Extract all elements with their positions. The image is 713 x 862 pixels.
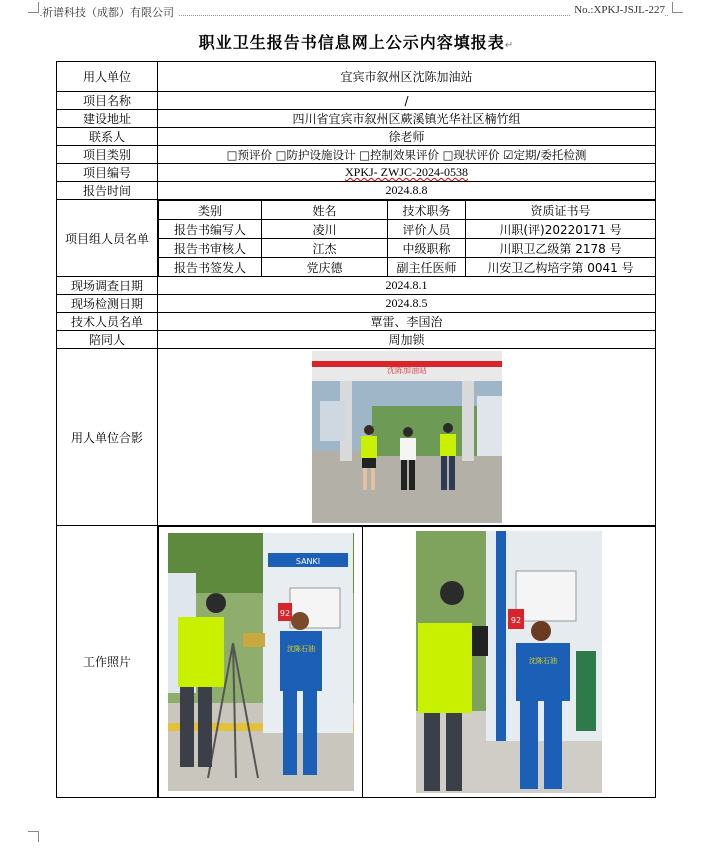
work-photo-right-cell: [363, 527, 656, 798]
test-date-value: 2024.8.5: [158, 295, 656, 313]
tech-staff-label: 技术人员名单: [57, 313, 158, 331]
report-time-value: 2024.8.8: [158, 182, 656, 200]
member-title: 中级职称: [388, 239, 466, 258]
members-label: 项目组人员名单: [57, 200, 158, 277]
project-no-value: [158, 164, 656, 182]
info-form-table: [56, 61, 656, 798]
members-header-name: 姓名: [262, 201, 388, 220]
members-header-title: 技术职务: [388, 201, 466, 220]
address-value: 四川省宜宾市叙州区蕨溪镇光华社区楠竹组: [158, 110, 656, 128]
page-title: [0, 30, 713, 53]
table-row: [159, 220, 656, 239]
employer-label: 用人单位: [57, 62, 158, 92]
table-row: [159, 258, 656, 277]
work-photo-table: [158, 526, 655, 797]
contact-label: 联系人: [57, 128, 158, 146]
survey-date-value: 2024.8.1: [158, 277, 656, 295]
project-name-value: /: [158, 92, 656, 110]
escort-label: 陪同人: [57, 331, 158, 349]
members-table: [158, 200, 655, 276]
member-role: 报告书签发人: [159, 258, 262, 277]
member-title: 副主任医师: [388, 258, 466, 277]
member-name: 江杰: [262, 239, 388, 258]
members-header-cert: 资质证书号: [466, 201, 656, 220]
member-cert: 川职(评)20220171 号: [466, 220, 656, 239]
header-company: 祈谱科技（成都）有限公司: [42, 4, 178, 20]
escort-value: 周加锁: [158, 331, 656, 349]
contact-value: 徐老师: [158, 128, 656, 146]
uniform-text-left: 沈陈石油: [286, 645, 315, 653]
pump-number-left: 92: [279, 609, 290, 618]
survey-date-label: 现场调查日期: [57, 277, 158, 295]
group-photo: [312, 351, 502, 523]
work-photo-cell: [158, 526, 656, 798]
tech-staff-value: 覃雷、李国治: [158, 313, 656, 331]
employer-value: 宜宾市叙州区沈陈加油站: [158, 62, 656, 92]
table-row: [159, 239, 656, 258]
members-header-category: 类别: [159, 201, 262, 220]
group-photo-label: 用人单位合影: [57, 349, 158, 526]
pump-brand-left: SANKI: [295, 557, 320, 566]
work-photo-left: [168, 533, 354, 791]
station-sign-text: 沈陈加油站: [386, 366, 427, 375]
project-no-text: XPKJ- ZWJC-2024-0538: [345, 165, 468, 179]
member-role: 报告书编写人: [159, 220, 262, 239]
work-photo-label: 工作照片: [57, 526, 158, 798]
corner-mark-top-right: [672, 2, 683, 13]
uniform-text-right: 沈陈石油: [529, 657, 557, 665]
group-photo-cell: [158, 349, 656, 526]
page-title-text: 职业卫生报告书信息网上公示内容填报表: [198, 33, 505, 52]
member-cert: 川职卫乙级第 2178 号: [466, 239, 656, 258]
report-time-label: 报告时间: [57, 182, 158, 200]
project-no-label: 项目编号: [57, 164, 158, 182]
project-name-label: 项目名称: [57, 92, 158, 110]
member-title: 评价人员: [388, 220, 466, 239]
address-label: 建设地址: [57, 110, 158, 128]
paragraph-mark-icon: ↵: [504, 40, 515, 51]
member-name: 党庆德: [262, 258, 388, 277]
corner-mark-bottom-left: [28, 831, 39, 842]
member-name: 凌川: [262, 220, 388, 239]
category-label: 项目类别: [57, 146, 158, 164]
member-cert: 川安卫乙构培字第 0041 号: [466, 258, 656, 277]
members-cell: [158, 200, 656, 277]
category-value: □预评价 □防护设施设计 □控制效果评价 □现状评价 ☑定期/委托检测: [158, 146, 656, 164]
pump-number-right: 92: [510, 616, 522, 625]
work-photo-right: [416, 531, 602, 793]
header-doc-no: No.:XPKJ-JSJL-227: [570, 4, 665, 16]
member-role: 报告书审核人: [159, 239, 262, 258]
corner-mark-top-left: [28, 2, 39, 13]
test-date-label: 现场检测日期: [57, 295, 158, 313]
work-photo-left-cell: [159, 527, 363, 798]
